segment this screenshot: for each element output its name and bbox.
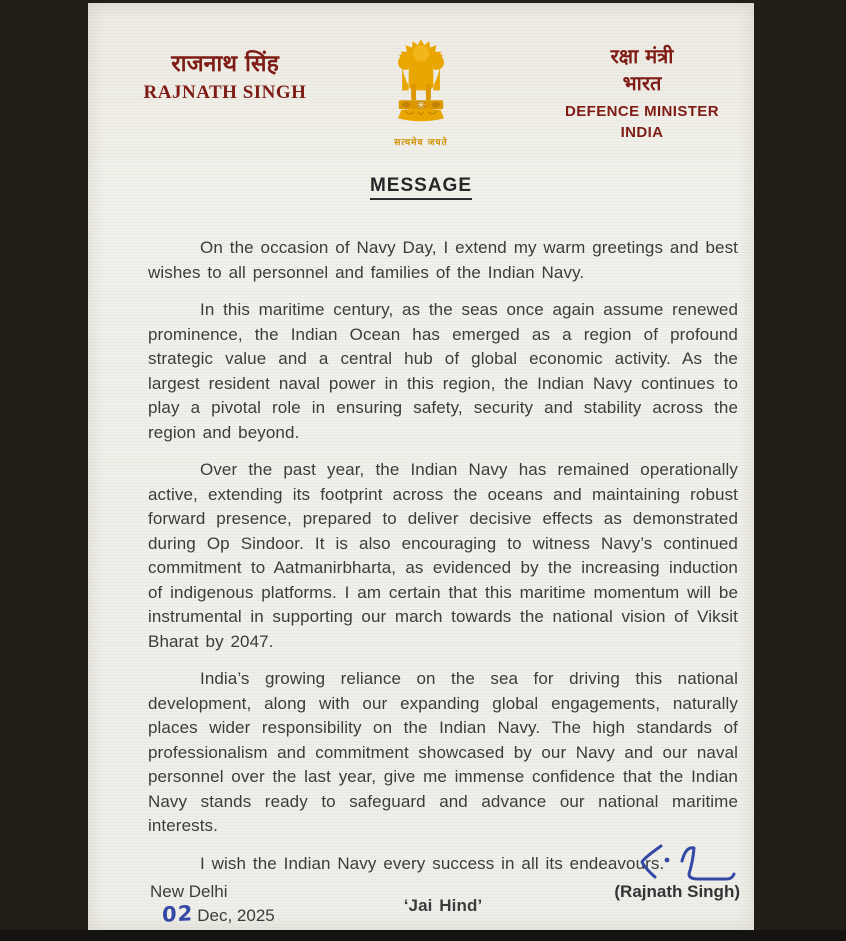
office-country-english: INDIA [620, 124, 664, 141]
date-day-handwritten: 02 [161, 901, 194, 927]
office-country-hindi: भारत [622, 71, 662, 95]
minister-name-english: RAJNATH SINGH [143, 82, 307, 103]
place-line: New Delhi [150, 882, 228, 901]
paragraph-national-development: India’s growing reliance on the sea for driving this national development, along with our expanding global engagements, naturally places wider responsibility on the Indian Navy. The high standards of professionalism and commitment showcased by our Navy and our naval personnel over the last year, give me immense confidence that the Indian Navy stands ready to safeguard and advance our national maritime interests. [148, 669, 738, 835]
message-heading-row [88, 175, 754, 200]
signatory-name: (Rajnath Singh) [614, 882, 740, 901]
minister-name-block [140, 49, 310, 105]
paragraph-wishes: I wish the Indian Navy every success in all its endeavours. [200, 853, 665, 873]
emblem-motto: सत्यमेव जयते [394, 138, 448, 148]
bottom-black-bar [0, 930, 846, 941]
office-title-english: DEFENCE MINISTER [565, 103, 719, 120]
message-heading: MESSAGE [370, 175, 472, 200]
letter-body [148, 236, 738, 932]
office-block [552, 43, 732, 143]
ashoka-lion-capital-icon [384, 116, 458, 133]
national-emblem-block [384, 37, 458, 148]
paragraph-maritime-century: In this maritime century, as the seas once again assume renewed prominence, the Indian Ocean has emerged as a region of profound strategic value and a central hub of global economic activity. As the largest resident naval power in this region, the Indian Navy continues to play a pivotal role in ensuring safety, security and stability across the region and beyond. [148, 300, 738, 442]
date-printed: Dec, 2025 [197, 906, 275, 925]
letter-page [88, 3, 754, 930]
office-title-hindi: रक्षा मंत्री [610, 44, 674, 68]
closing-jai-hind: ‘Jai Hind’ [403, 896, 483, 915]
minister-name-hindi: राजनाथ सिंह [171, 51, 279, 77]
paragraph-past-year: Over the past year, the Indian Navy has remained operationally active, extending its footprint across the oceans and maintaining robust forward presence, prepared to deliver decisive effects as demonstrated during Op Sindoor. It is also encouraging to witness Navy’s continued commitment to Aatmanirbharta, as evidenced by the increasing induction of indigenous platforms. I am certain that this maritime momentum will be instrumental in supporting our march towards the national vision of Viksit Bharat by 2047. [148, 460, 738, 651]
date-line [162, 902, 275, 926]
paragraph-greeting: On the occasion of Navy Day, I extend my warm greetings and best wishes to all personnel and families of the Indian Navy. [148, 238, 738, 282]
